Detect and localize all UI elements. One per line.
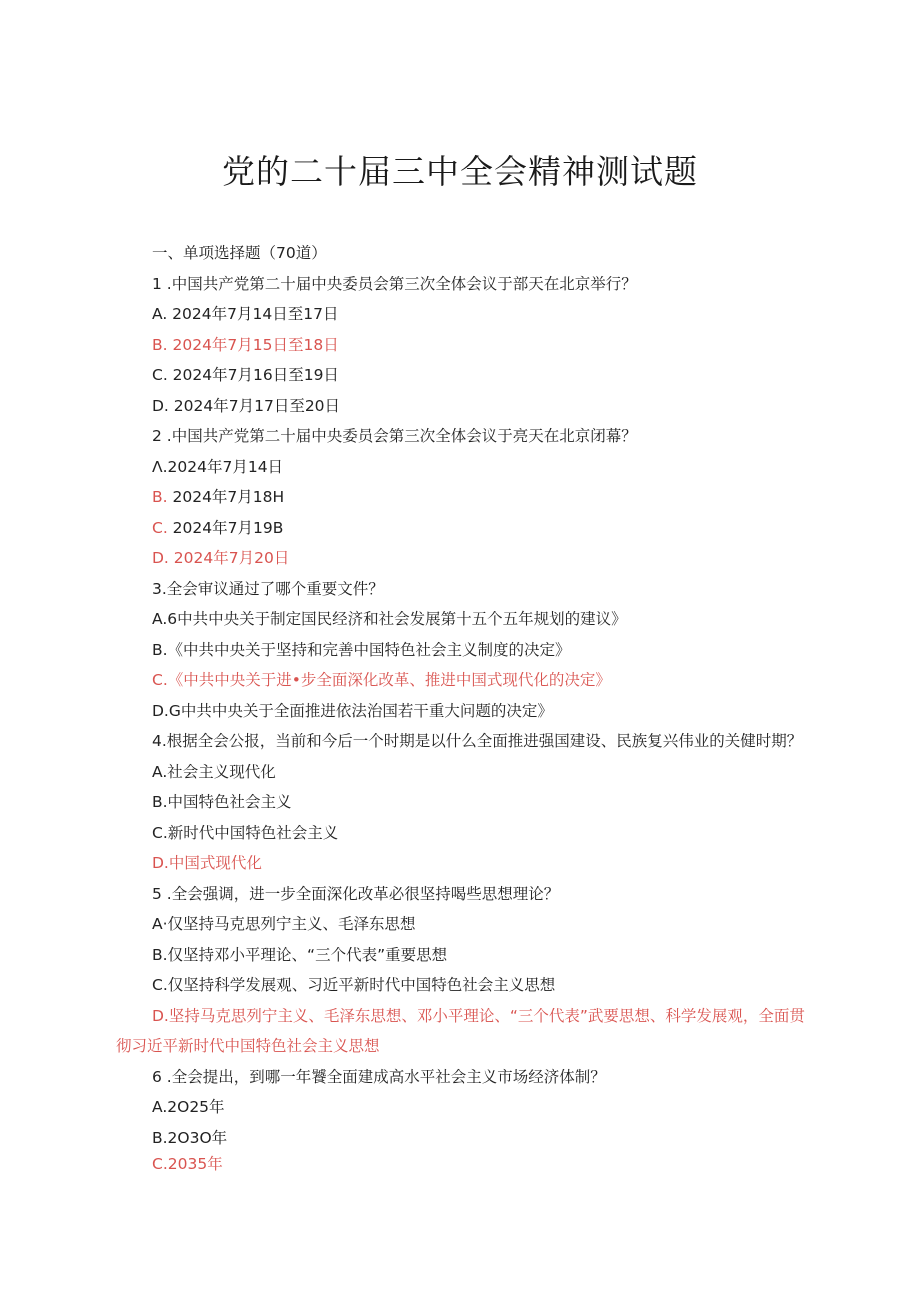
option-d-answer: D. 2024年7月20日 — [152, 549, 290, 567]
option-a: A. 2024年7月14日至17日 — [152, 305, 339, 323]
section-heading: 一、单项选择题（70道） — [152, 244, 327, 262]
option-d-answer: D.坚持马克思列宁主义、毛泽东思想、邓小平理论、“三个代表”武要思想、科学发展观，全面贯彻习近平新时代中国特色社会主义思想 — [116, 1006, 805, 1055]
option-c: C.仅坚持科学发展观、习近平新时代中国特色社会主义思想 — [152, 976, 556, 994]
option-b: B.《中共中央关于坚持和完善中国特色社会主义制度的决定》 — [152, 640, 571, 659]
option-a: Λ.2024年7月14日 — [152, 457, 284, 476]
option-b-answer: B. 2024年7月15日至18日 — [152, 335, 339, 354]
option-c-answer: C.《中共中央关于进•步全面深化改革、推进中国式现代化的决定》 — [152, 671, 611, 689]
question-list — [116, 238, 806, 1175]
option-b: B. 2024年7月18H — [152, 488, 285, 506]
option-d: D.G中共中央关于全面推进依法治国若干重大问题的决定》 — [152, 701, 553, 720]
option-d-answer: D.中国式现代化 — [152, 854, 262, 872]
question-stem: 2 .中国共产党第二十届中央委员会第三次全体会议于亮天在北京闭幕？ — [152, 427, 637, 445]
option-b: B.2O3O年 — [152, 1128, 228, 1147]
option-a: A.6中共中央关于制定国民经济和社会发展第十五个五年规划的建议》 — [152, 610, 627, 628]
option-b: B.仅坚持邓小平理论、“三个代表”重要思想 — [152, 945, 448, 964]
option-c: C. 2024年7月16日至19日 — [152, 366, 339, 384]
option-a: A.社会主义现代化 — [152, 762, 276, 781]
option-c: C. 2024年7月19B — [152, 518, 284, 537]
question-stem: 6 .全会提出，到哪一年饕全面建成高水平社会主义市场经济体制？ — [152, 1067, 606, 1086]
question-stem: 4.根据全会公报，当前和今后一个时期是以什么全面推进强国建设、民族复兴伟业的关健时期？ — [152, 732, 803, 750]
question-stem: 1 .中国共产党第二十届中央委员会第三次全体会议于部天在北京举行？ — [152, 274, 637, 293]
question-stem: 3.全会审议通过了哪个重要文件？ — [152, 579, 384, 598]
option-a: A.2O25年 — [152, 1098, 225, 1116]
option-c: C.新时代中国特色社会主义 — [152, 823, 339, 842]
page-title: 党的二十届三中全会精神测试题 — [222, 152, 698, 191]
option-b: B.中国特色社会主义 — [152, 793, 292, 811]
option-d: D. 2024年7月17日至20日 — [152, 396, 341, 415]
option-c-answer: C.2035年 — [152, 1155, 223, 1173]
option-a: A·仅坚持马克思列宁主义、毛泽东思想 — [152, 915, 416, 933]
question-stem: 5 .全会强调，进一步全面深化改革必很坚持喝些思想理论？ — [152, 884, 560, 903]
